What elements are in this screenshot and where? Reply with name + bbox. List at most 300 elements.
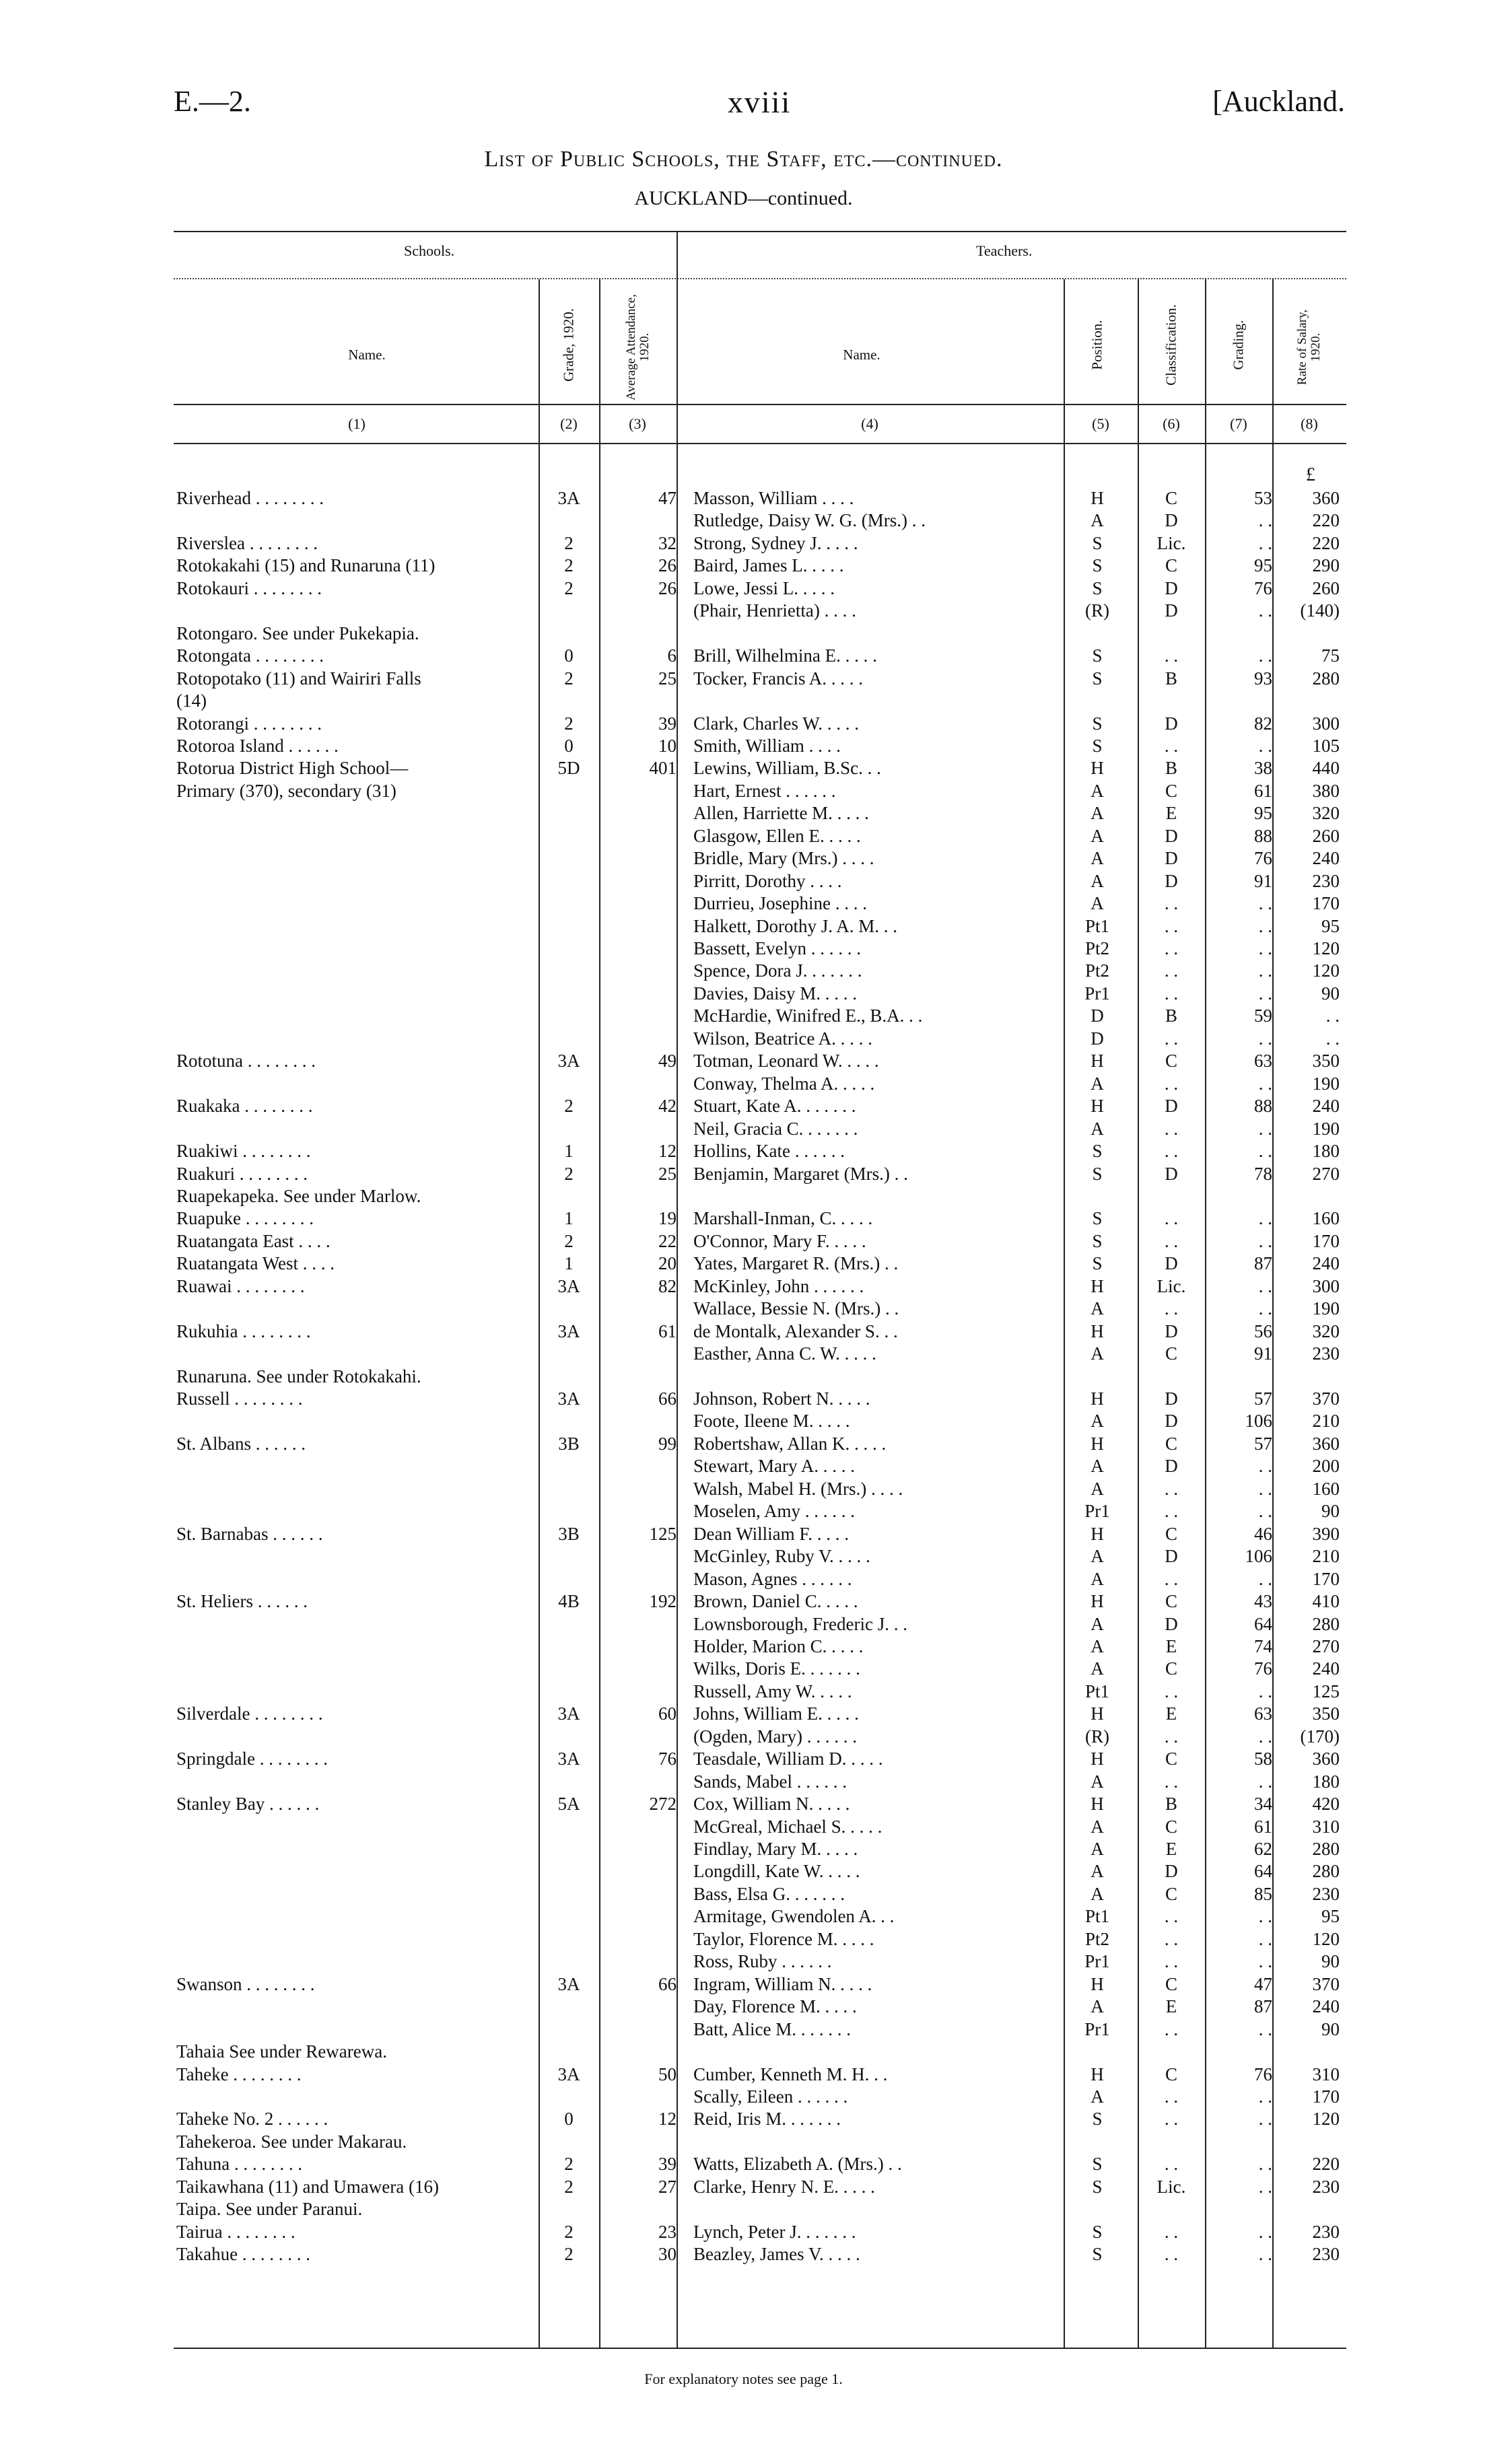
page-subtitle: AUCKLAND—continued.	[634, 187, 853, 209]
school-name: Rotorua District High School—	[176, 758, 409, 778]
attendance-cell: 26	[658, 555, 677, 575]
table-row	[0, 2109, 1487, 2132]
position-cell: Pr1	[1084, 1501, 1110, 1521]
grading-cell: . .	[1258, 736, 1272, 756]
classification-cell: Lic.	[1156, 1276, 1186, 1296]
classification-cell: . .	[1164, 938, 1179, 958]
salary-cell: 170	[1312, 1569, 1340, 1589]
teacher-name: Rutledge, Daisy W. G. (Mrs.) . .	[693, 510, 926, 530]
school-name: Silverdale . . . . . . . .	[176, 1703, 323, 1724]
teacher-name: Cumber, Kenneth M. H. . .	[693, 2064, 888, 2084]
attendance-cell: 76	[658, 1749, 677, 1769]
grading-cell: . .	[1258, 1726, 1272, 1747]
grade-cell: 0	[564, 736, 574, 756]
school-name: Ruatangata West . . . .	[176, 1253, 335, 1273]
attendance-cell: 6	[667, 645, 677, 666]
teacher-name: Lynch, Peter J. . . . . . .	[693, 2222, 856, 2242]
position-cell: Pr1	[1084, 983, 1110, 1004]
teacher-name: Bassett, Evelyn . . . . . .	[693, 938, 861, 958]
school-name: Rotongaro. See under Pukekapia.	[176, 623, 419, 643]
classification-cell: D	[1165, 713, 1178, 734]
grading-cell: . .	[1258, 1073, 1272, 1094]
salary-cell: 350	[1312, 1051, 1340, 1071]
teacher-name: Teasdale, William D. . . . .	[693, 1749, 883, 1769]
position-cell: A	[1091, 1861, 1104, 1881]
grading-cell: . .	[1258, 1231, 1272, 1251]
salary-cell: 125	[1312, 1681, 1340, 1701]
table-row	[0, 2199, 1487, 2222]
school-name: Swanson . . . . . . . .	[176, 1974, 315, 1994]
salary-cell: 420	[1312, 1794, 1340, 1814]
grading-cell: . .	[1258, 2177, 1272, 2197]
classification-cell: . .	[1164, 1771, 1179, 1792]
attendance-cell: 19	[658, 1208, 677, 1228]
grade-header: Grade, 1920.	[560, 308, 577, 382]
salary-cell: 120	[1312, 938, 1340, 958]
salary-cell: 230	[1312, 2244, 1340, 2264]
classification-cell: C	[1165, 1749, 1177, 1769]
table-row	[0, 1141, 1487, 1164]
salary-cell: 260	[1312, 578, 1340, 598]
classification-cell: . .	[1164, 1208, 1179, 1228]
grading-cell: 106	[1245, 1546, 1272, 1566]
position-cell: A	[1091, 2086, 1104, 2107]
teacher-name: Watts, Elizabeth A. (Mrs.) . .	[693, 2154, 902, 2174]
table-row	[0, 2064, 1487, 2087]
table-row	[0, 2086, 1487, 2109]
attendance-cell: 25	[658, 668, 677, 689]
grading-cell: 58	[1254, 1749, 1272, 1769]
school-name: Ruakiwi . . . . . . . .	[176, 1141, 311, 1161]
table-row	[0, 1974, 1487, 1997]
salary-cell: 120	[1312, 960, 1340, 981]
position-cell: S	[1092, 2109, 1103, 2129]
position-cell: H	[1091, 1321, 1104, 1341]
salary-cell: 190	[1312, 1119, 1340, 1139]
salary-cell: 220	[1312, 2154, 1340, 2174]
table-row	[0, 1681, 1487, 1704]
teacher-name: de Montalk, Alexander S. . .	[693, 1321, 898, 1341]
teacher-name: Longdill, Kate W. . . . .	[693, 1861, 860, 1881]
school-name: (14)	[176, 691, 207, 711]
teacher-name: Lewins, William, B.Sc. . .	[693, 758, 881, 778]
classification-cell: . .	[1164, 1141, 1179, 1161]
attendance-cell: 39	[658, 713, 677, 734]
teacher-name: Wallace, Bessie N. (Mrs.) . .	[693, 1298, 899, 1318]
salary-cell: 350	[1312, 1703, 1340, 1724]
teacher-name: Yates, Margaret R. (Mrs.) . .	[693, 1253, 899, 1273]
salary-cell: 210	[1312, 1546, 1340, 1566]
attendance-cell: 272	[649, 1794, 677, 1814]
school-name: St. Heliers . . . . . .	[176, 1591, 308, 1611]
attendance-cell: 47	[658, 488, 677, 508]
grading-cell: . .	[1258, 2109, 1272, 2129]
classification-cell: . .	[1164, 983, 1179, 1004]
table-row	[0, 1996, 1487, 2019]
col-number: (4)	[861, 415, 878, 432]
position-cell: A	[1091, 848, 1104, 868]
grading-cell: . .	[1258, 2244, 1272, 2264]
salary-cell: 170	[1312, 1231, 1340, 1251]
teacher-name: Tocker, Francis A. . . . .	[693, 668, 863, 689]
attendance-cell: 42	[658, 1096, 677, 1116]
teacher-name: Hart, Ernest . . . . . .	[693, 781, 836, 801]
teacher-name: Easther, Anna C. W. . . . .	[693, 1343, 876, 1364]
grade-cell: 3A	[557, 1974, 580, 1994]
teacher-name: Armitage, Gwendolen A. . .	[693, 1906, 895, 1926]
grading-cell: 62	[1254, 1839, 1272, 1859]
grading-cell: . .	[1258, 938, 1272, 958]
teacher-name: Bridle, Mary (Mrs.) . . . .	[693, 848, 874, 868]
table-row	[0, 1073, 1487, 1096]
classification-cell: D	[1165, 1164, 1178, 1184]
salary-cell: . .	[1325, 1028, 1340, 1049]
classification-cell: Lic.	[1156, 2177, 1186, 2197]
classification-cell: . .	[1164, 1073, 1179, 1094]
position-cell: S	[1092, 1208, 1103, 1228]
grading-cell: . .	[1258, 983, 1272, 1004]
teacher-name: Ross, Ruby . . . . . .	[693, 1951, 832, 1971]
table-row	[0, 2244, 1487, 2267]
table-row	[0, 1479, 1487, 1502]
teacher-name: Cox, William N. . . . .	[693, 1794, 850, 1814]
grading-header: Grading.	[1230, 320, 1247, 370]
attendance-cell: 20	[658, 1253, 677, 1273]
table-row	[0, 781, 1487, 804]
classification-header: Classification.	[1163, 304, 1179, 386]
table-row	[0, 1388, 1487, 1411]
attendance-cell: 49	[658, 1051, 677, 1071]
grade-cell: 0	[564, 2109, 574, 2129]
grade-cell: 3B	[558, 1524, 580, 1544]
grading-cell: . .	[1258, 960, 1272, 981]
grade-cell: 5D	[557, 758, 580, 778]
attendance-cell: 66	[658, 1388, 677, 1409]
teacher-name: McGreal, Michael S. . . . .	[693, 1817, 883, 1837]
position-cell: Pr1	[1084, 2019, 1110, 2039]
position-cell: A	[1091, 1479, 1104, 1499]
table-row	[0, 668, 1487, 691]
classification-cell: . .	[1164, 1951, 1179, 1971]
teacher-name: Strong, Sydney J. . . . .	[693, 533, 858, 553]
teacher-name: Wilks, Doris E. . . . . . .	[693, 1658, 860, 1679]
salary-cell: 240	[1312, 1658, 1340, 1679]
teacher-name: Moselen, Amy . . . . . .	[693, 1501, 855, 1521]
school-name: Taheke No. 2 . . . . . .	[176, 2109, 328, 2129]
classification-cell: C	[1165, 1974, 1177, 1994]
position-cell: S	[1092, 578, 1103, 598]
position-cell: S	[1092, 1231, 1103, 1251]
teacher-name: Taylor, Florence M. . . . .	[693, 1929, 874, 1949]
salary-cell: 230	[1312, 2222, 1340, 2242]
table-row	[0, 488, 1487, 511]
grading-cell: . .	[1258, 1569, 1272, 1589]
salary-header: Rate of Salary, 1920.	[1295, 309, 1323, 386]
school-name: Russell . . . . . . . .	[176, 1388, 303, 1409]
salary-cell: 230	[1312, 871, 1340, 891]
grading-cell: . .	[1258, 600, 1272, 621]
teacher-name: McHardie, Winifred E., B.A. . .	[693, 1006, 923, 1026]
col-number: (3)	[629, 415, 646, 432]
teacher-name: O'Connor, Mary F. . . . .	[693, 1231, 866, 1251]
position-cell: (R)	[1085, 600, 1109, 621]
grading-cell: 53	[1254, 488, 1272, 508]
classification-cell: C	[1165, 1817, 1177, 1837]
table-row	[0, 826, 1487, 849]
salary-cell: 120	[1312, 2109, 1340, 2129]
teacher-name: Baird, James L. . . . .	[693, 555, 844, 575]
table-row	[0, 1366, 1487, 1389]
position-cell: S	[1092, 713, 1103, 734]
classification-cell: . .	[1164, 1906, 1179, 1926]
classification-cell: D	[1165, 871, 1178, 891]
teacher-name: McKinley, John . . . . . .	[693, 1276, 864, 1296]
table-row	[0, 645, 1487, 668]
school-name: Tahuna . . . . . . . .	[176, 2154, 303, 2174]
school-name: Tahekeroa. See under Makarau.	[176, 2132, 407, 2152]
salary-cell: 75	[1321, 645, 1340, 666]
grading-cell: . .	[1258, 1771, 1272, 1792]
grading-cell: . .	[1258, 533, 1272, 553]
salary-cell: 280	[1312, 1861, 1340, 1881]
salary-cell: 90	[1321, 983, 1340, 1004]
teacher-name: Totman, Leonard W. . . . .	[693, 1051, 879, 1071]
position-cell: Pt1	[1084, 1681, 1110, 1701]
teacher-name: Lowe, Jessi L. . . . .	[693, 578, 835, 598]
grading-cell: . .	[1258, 1951, 1272, 1971]
grading-cell: . .	[1258, 1479, 1272, 1499]
salary-cell: 280	[1312, 1839, 1340, 1859]
attendance-cell: 32	[658, 533, 677, 553]
attendance-cell: 30	[658, 2244, 677, 2264]
table-row	[0, 1524, 1487, 1547]
teacher-name: (Phair, Henrietta) . . . .	[693, 600, 856, 621]
teacher-name: Lownsborough, Frederic J. . .	[693, 1614, 907, 1634]
salary-cell: 380	[1312, 781, 1340, 801]
attendance-cell: 60	[658, 1703, 677, 1724]
salary-cell: 240	[1312, 1096, 1340, 1116]
position-cell: H	[1091, 1591, 1104, 1611]
classification-cell: C	[1165, 488, 1177, 508]
school-name: Runaruna. See under Rotokakahi.	[176, 1366, 421, 1386]
position-cell: A	[1091, 510, 1104, 530]
position-cell: A	[1091, 1771, 1104, 1792]
table-row	[0, 1411, 1487, 1434]
grading-cell: . .	[1258, 1681, 1272, 1701]
position-cell: A	[1091, 871, 1104, 891]
classification-cell: E	[1165, 1996, 1177, 2016]
classification-cell: D	[1165, 1546, 1178, 1566]
grade-cell: 1	[564, 1141, 574, 1161]
grading-cell: . .	[1258, 510, 1272, 530]
grading-cell: 95	[1254, 803, 1272, 823]
table-row	[0, 623, 1487, 646]
salary-cell: 370	[1312, 1388, 1340, 1409]
school-name: Ruapekapeka. See under Marlow.	[176, 1186, 421, 1206]
position-cell: H	[1091, 1096, 1104, 1116]
table-bottom-rule	[174, 2348, 1346, 2349]
position-cell: A	[1091, 1546, 1104, 1566]
grading-cell: . .	[1258, 2019, 1272, 2039]
position-cell: H	[1091, 488, 1104, 508]
teacher-name: Brill, Wilhelmina E. . . . .	[693, 645, 877, 666]
teacher-name: Foote, Ileene M. . . . .	[693, 1411, 850, 1431]
position-cell: D	[1091, 1006, 1104, 1026]
table-row	[0, 1434, 1487, 1456]
teacher-name: Brown, Daniel C. . . . .	[693, 1591, 858, 1611]
salary-cell: 220	[1312, 533, 1340, 553]
table-row	[0, 1051, 1487, 1073]
classification-cell: . .	[1164, 1569, 1179, 1589]
grading-cell: 85	[1254, 1884, 1272, 1904]
table-row	[0, 803, 1487, 826]
classification-cell: C	[1165, 1343, 1177, 1364]
salary-cell: 280	[1312, 668, 1340, 689]
position-cell: S	[1092, 736, 1103, 756]
table-row	[0, 2177, 1487, 2199]
position-cell: A	[1091, 1411, 1104, 1431]
table-row	[0, 510, 1487, 533]
position-cell: A	[1091, 1343, 1104, 1364]
position-cell: S	[1092, 2154, 1103, 2174]
classification-cell: C	[1165, 555, 1177, 575]
classification-cell: . .	[1164, 1028, 1179, 1049]
table-row	[0, 1208, 1487, 1231]
grade-cell: 0	[564, 645, 574, 666]
classification-cell: . .	[1164, 2222, 1179, 2242]
position-cell: Pt2	[1084, 1929, 1110, 1949]
salary-cell: 180	[1312, 1771, 1340, 1792]
salary-cell: 160	[1312, 1479, 1340, 1499]
grade-cell: 3A	[557, 1703, 580, 1724]
school-name: Ruapuke . . . . . . . .	[176, 1208, 314, 1228]
table-row	[0, 1839, 1487, 1862]
grading-cell: 61	[1254, 1817, 1272, 1837]
attendance-cell: 401	[649, 758, 677, 778]
classification-cell: D	[1165, 578, 1178, 598]
salary-cell: 105	[1312, 736, 1340, 756]
table-row	[0, 533, 1487, 556]
salary-cell: 360	[1312, 1434, 1340, 1454]
teacher-name: Johns, William E. . . . .	[693, 1703, 859, 1724]
teacher-name: Durrieu, Josephine . . . .	[693, 893, 867, 913]
table-row	[0, 1321, 1487, 1344]
grade-cell: 3A	[557, 488, 580, 508]
teacher-name: Findlay, Mary M. . . . .	[693, 1839, 858, 1859]
table-row	[0, 1726, 1487, 1749]
grading-cell: 93	[1254, 668, 1272, 689]
page-header	[174, 67, 1345, 128]
attendance-cell: 192	[649, 1591, 677, 1611]
table-row	[0, 1119, 1487, 1141]
grading-cell: 59	[1254, 1006, 1272, 1026]
position-cell: S	[1092, 1253, 1103, 1273]
table-row	[0, 2154, 1487, 2177]
col-number: (1)	[348, 415, 366, 432]
salary-cell: 200	[1312, 1456, 1340, 1476]
position-cell: S	[1092, 668, 1103, 689]
teacher-name: Mason, Agnes . . . . . .	[693, 1569, 852, 1589]
position-cell: H	[1091, 1794, 1104, 1814]
table-row	[0, 691, 1487, 713]
table-row	[0, 1276, 1487, 1299]
position-cell: A	[1091, 1996, 1104, 2016]
classification-cell: . .	[1164, 1479, 1179, 1499]
teacher-name: Clarke, Henry N. E. . . . .	[693, 2177, 875, 2197]
salary-cell: (140)	[1300, 600, 1340, 621]
school-name: Springdale . . . . . . . .	[176, 1749, 328, 1769]
grading-cell: . .	[1258, 1906, 1272, 1926]
grading-cell: 76	[1254, 1658, 1272, 1679]
col-number: (5)	[1092, 415, 1109, 432]
salary-cell: 120	[1312, 1929, 1340, 1949]
salary-cell: 280	[1312, 1614, 1340, 1634]
salary-cell: 310	[1312, 2064, 1340, 2084]
table-row	[0, 600, 1487, 623]
table-row	[0, 893, 1487, 916]
position-cell: A	[1091, 1636, 1104, 1656]
position-cell: A	[1091, 1073, 1104, 1094]
grading-cell: 56	[1254, 1321, 1272, 1341]
page-title: List of Public Schools, the Staff, etc.—continued.	[484, 147, 1003, 172]
grading-cell: 34	[1254, 1794, 1272, 1814]
salary-cell: 370	[1312, 1974, 1340, 1994]
classification-cell: D	[1165, 1253, 1178, 1273]
salary-cell: 310	[1312, 1817, 1340, 1837]
table-row	[0, 983, 1487, 1006]
table-row	[0, 1253, 1487, 1276]
salary-cell: 180	[1312, 1141, 1340, 1161]
teacher-name: Masson, William . . . .	[693, 488, 854, 508]
salary-cell: 290	[1312, 555, 1340, 575]
position-cell: H	[1091, 1749, 1104, 1769]
grade-cell: 3A	[557, 1388, 580, 1409]
salary-cell: 230	[1312, 1343, 1340, 1364]
table-row	[0, 1703, 1487, 1726]
table-row	[0, 1546, 1487, 1569]
school-name: Ruakaka . . . . . . . .	[176, 1096, 313, 1116]
attendance-cell: 10	[658, 736, 677, 756]
classification-cell: D	[1165, 1456, 1178, 1476]
table-row	[0, 1096, 1487, 1119]
position-header: Position.	[1088, 320, 1105, 370]
table-row	[0, 713, 1487, 736]
classification-cell: . .	[1164, 2154, 1179, 2174]
teacher-name: Batt, Alice M. . . . . . .	[693, 2019, 851, 2039]
classification-cell: E	[1165, 1703, 1177, 1724]
table-row	[0, 1164, 1487, 1187]
position-cell: S	[1092, 2177, 1103, 2197]
teacher-name: Conway, Thelma A. . . . .	[693, 1073, 875, 1094]
school-name: Taikawhana (11) and Umawera (16)	[176, 2177, 439, 2197]
school-name: Primary (370), secondary (31)	[176, 781, 396, 801]
grading-cell: . .	[1258, 2086, 1272, 2107]
table-row	[0, 1771, 1487, 1794]
grade-cell: 2	[564, 2154, 574, 2174]
grading-cell: 63	[1254, 1051, 1272, 1071]
teacher-name: Scally, Eileen . . . . . .	[693, 2086, 848, 2107]
salary-cell: 440	[1312, 758, 1340, 778]
table-row	[0, 871, 1487, 894]
teacher-name: (Ogden, Mary) . . . . . .	[693, 1726, 857, 1747]
school-name: Tahaia See under Rewarewa.	[176, 2041, 387, 2062]
classification-cell: C	[1165, 1884, 1177, 1904]
classification-cell: D	[1165, 600, 1178, 621]
attendance-cell: 12	[658, 1141, 677, 1161]
col-number-rule	[174, 404, 1346, 405]
salary-cell: 230	[1312, 2177, 1340, 2197]
position-cell: (R)	[1085, 1726, 1109, 1747]
